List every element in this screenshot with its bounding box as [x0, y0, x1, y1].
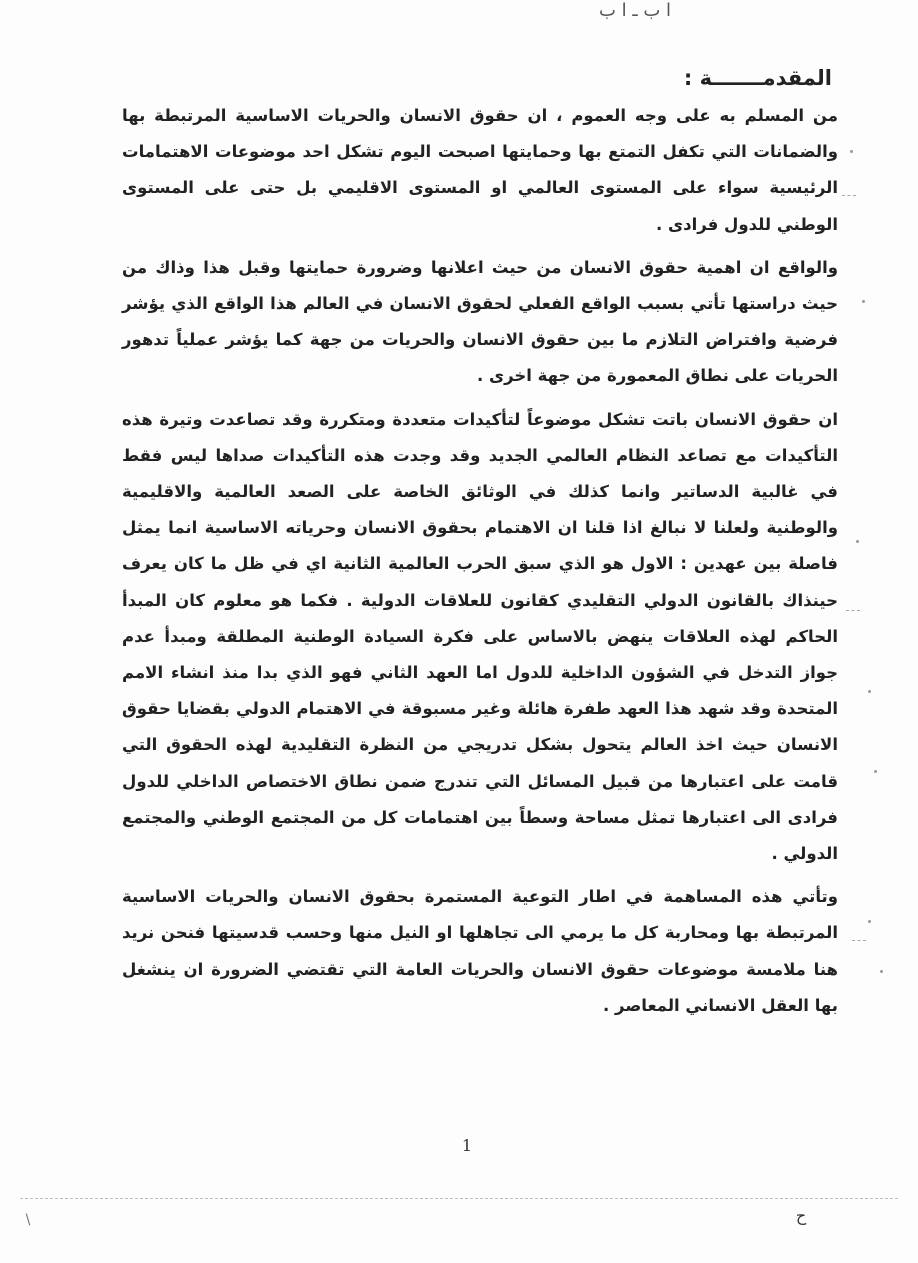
page-title: المقدمـــــــة :: [683, 66, 832, 90]
scan-dashes: [852, 940, 866, 941]
scan-speck: [874, 770, 877, 773]
body-text: [122, 98, 838, 1031]
scan-dashes: [842, 195, 856, 196]
scan-speck: [868, 920, 871, 923]
scan-speck: [880, 970, 883, 973]
paragraph-2: والواقع ان اهمية حقوق الانسان من حيث اعلانها وضرورة حمايتها وقبل هذا وذاك من حيث دراستها تأتي بسبب الواقع الفعلي لحقوق الانسان في العالم هذا الواقع الذي يؤشر فرضية وافتراض التلازم ما بين حقوق الانسان والحريات من جهة كما يؤشر عملياً تدهور الحريات على نطاق المعمورة من جهة اخرى .: [122, 257, 838, 386]
paragraph-1: من المسلم به على وجه العموم ، ان حقوق الانسان والحريات الاساسية المرتبطة بها والضمانات التي تكفل التمتع بها وحمايتها اصبحت اليوم تشكل احد موضوعات الاهتمامات الرئيسية سواء على المستوى العالمي او المستوى الاقليمي بل حتى على المستوى الوطني للدول فرادى .: [122, 106, 838, 234]
scan-dashes: [846, 610, 860, 611]
scan-speck: [856, 540, 859, 543]
page-number: 1: [461, 1136, 473, 1155]
scan-speck: [850, 150, 853, 153]
paragraph-4: وتأتي هذه المساهمة في اطار التوعية المستمرة بحقوق الانسان والحريات الاساسية المرتبطة بها ومحاربة كل ما يرمي الى تجاهلها او النيل منها وحسب قدسيتها فنحن نريد هنا ملامسة موضوعات حقوق الانسان والحريات العامة التي تقتضي الضرورة ان ينشغل بها العقل الانساني المعاصر .: [122, 887, 838, 1015]
scan-speck: [868, 690, 871, 693]
paragraph-3: ان حقوق الانسان باتت تشكل موضوعاً لتأكيدات متعددة ومتكررة وقد تصاعدت وتيرة هذه التأكيدات مع تصاعد النظام العالمي الجديد وقد وجدت هذه التأكيدات صداها ليس فقط في غالبية الدساتير وانما كذلك في الوثائق الخاصة على الصعد العالمية والاقليمية والوطنية ولعلنا لا نبالغ اذا قلنا ان الاهتمام بحقوق الانسان وحرياته الاساسية انما يمثل فاصلة بين عهدين : الاول هو الذي سبق الحرب العالمية الثانية اي في ظل ما كان يعرف حينذاك بالقانون الدولي التقليدي كقانون للعلاقات الدولية . فكما هو معلوم كان المبدأ الحاكم لهذه العلاقات ينهض بالاساس على فكرة السيادة الوطنية المطلقة ومبدأ عدم جواز التدخل في الشؤون الداخلية للدول اما العهد الثاني فهو الذي بدا منذ انشاء الامم المتحدة وقد شهد هذا العهد طفرة هائلة وغير مسبوقة في الاهتمام الدولي بقضايا حقوق الانسان حيث اخذ العالم يتحول بشكل تدريجي من النظرة التقليدية لهذه الحقوق التي قامت على اعتبارها من قبيل المسائل التي تندرج ضمن نطاق الاختصاص الداخلي للدول فرادى الى اعتبارها تمثل مساحة وسطاً بين اهتمامات كل من المجتمع الوطني والمجتمع الدولي .: [122, 409, 838, 864]
footer-mark: ح: [795, 1206, 807, 1225]
scan-speck: [862, 300, 865, 303]
header-scribble: ا ب ـ ا ب: [598, 0, 672, 21]
footer-mark-left: \: [25, 1212, 31, 1228]
footer-divider: [20, 1198, 898, 1199]
